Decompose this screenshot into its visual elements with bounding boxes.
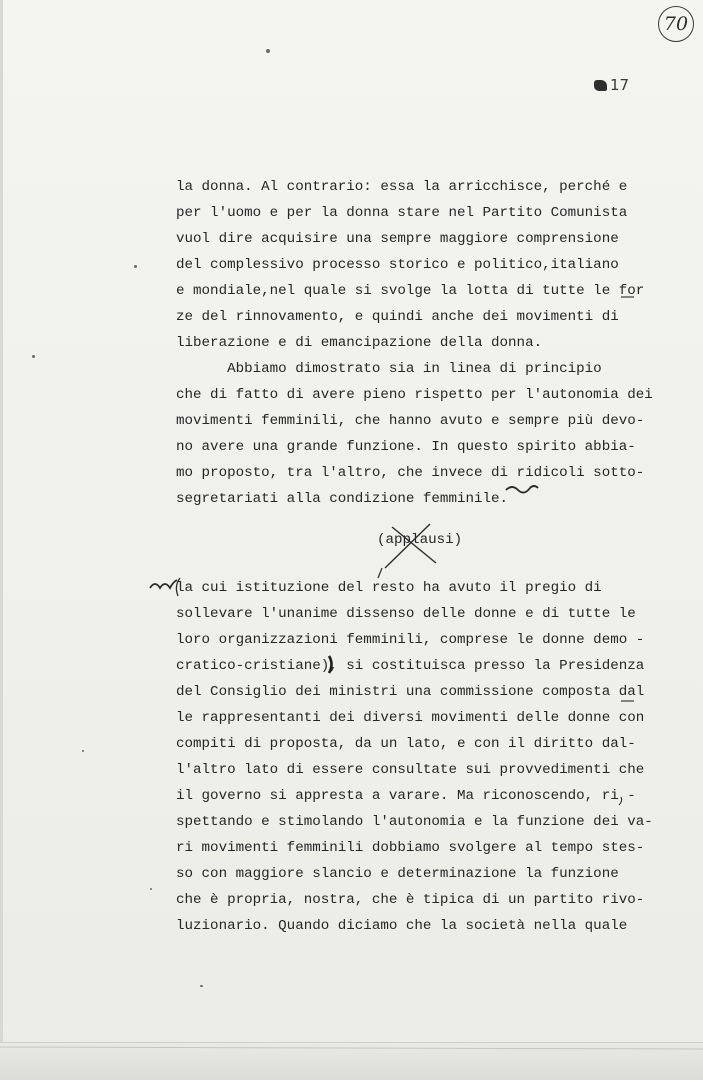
text-line: del complessivo processo storico e politico,italiano (176, 257, 619, 273)
text-line: compiti di proposta, da un lato, e con il diritto dal- (176, 736, 636, 752)
close-paren-mark (329, 656, 332, 673)
text-line: so con maggiore slancio e determinazione la funzione (176, 866, 619, 882)
text-line: ze del rinnovamento, e quindi anche dei movimenti di (176, 309, 619, 325)
text-line: spettando e stimolando l'autonomia e la funzione dei va- (176, 814, 653, 830)
applause-note: (applausi) (377, 532, 463, 548)
text-line: luzionario. Quando diciamo che la società nella quale (176, 918, 628, 934)
text-line: ri movimenti femminili dobbiamo svolgere al tempo stes- (176, 840, 645, 856)
text-line: per l'uomo e per la donna stare nel Partito Comunista (176, 205, 628, 221)
text-line: le rappresentanti dei diversi movimenti delle donne con (176, 710, 645, 726)
text-line: l'altro lato di essere consultate sui provvedimenti che (176, 762, 645, 778)
text-line: sollevare l'unanime dissenso delle donne e di tutte le (176, 606, 636, 622)
text-line: che è propria, nostra, che è tipica di un partito rivo- (176, 892, 645, 908)
text-line: la donna. Al contrario: essa la arricchisce, perché e (176, 179, 628, 195)
text-line: Abbiamo dimostrato sia in linea di principio (176, 361, 602, 377)
continuation-mark (506, 486, 538, 493)
folio-number: 17 (610, 76, 630, 94)
resume-mark (150, 580, 177, 588)
text-line: movimenti femminili, che hanno avuto e sempre più devo- (176, 413, 645, 429)
strike-line (378, 568, 382, 578)
comma-mark (619, 797, 622, 805)
page-number-circle: 70 (658, 6, 694, 42)
strike-line (385, 524, 430, 568)
text-line: e mondiale,nel quale si svolge la lotta di tutte le for (176, 283, 645, 299)
text-line: mo proposto, tra l'altro, che invece di ridicoli sotto- (176, 465, 645, 481)
strike-line (392, 527, 436, 563)
text-line: vuol dire acquisire una sempre maggiore comprensione (176, 231, 619, 247)
text-line: segretariati alla condizione femminile. (176, 491, 509, 507)
text-line: no avere una grande funzione. In questo spirito abbia- (176, 439, 636, 455)
text-line: il governo si appresta a varare. Ma riconoscendo, ri - (176, 788, 636, 804)
text-line: loro organizzazioni femminili, comprese le donne demo - (176, 632, 645, 648)
text-line: la cui istituzione del resto ha avuto il pregio di (176, 580, 602, 596)
scan-crease (0, 1047, 703, 1049)
text-line: cratico-cristiane), si costituisca presso la Presidenza (176, 658, 645, 674)
text-line: liberazione e di emancipazione della donna. (176, 335, 543, 351)
text-line: del Consiglio dei ministri una commissione composta dal (176, 684, 645, 700)
text-line: che di fatto di avere pieno rispetto per l'autonomia dei (176, 387, 653, 403)
